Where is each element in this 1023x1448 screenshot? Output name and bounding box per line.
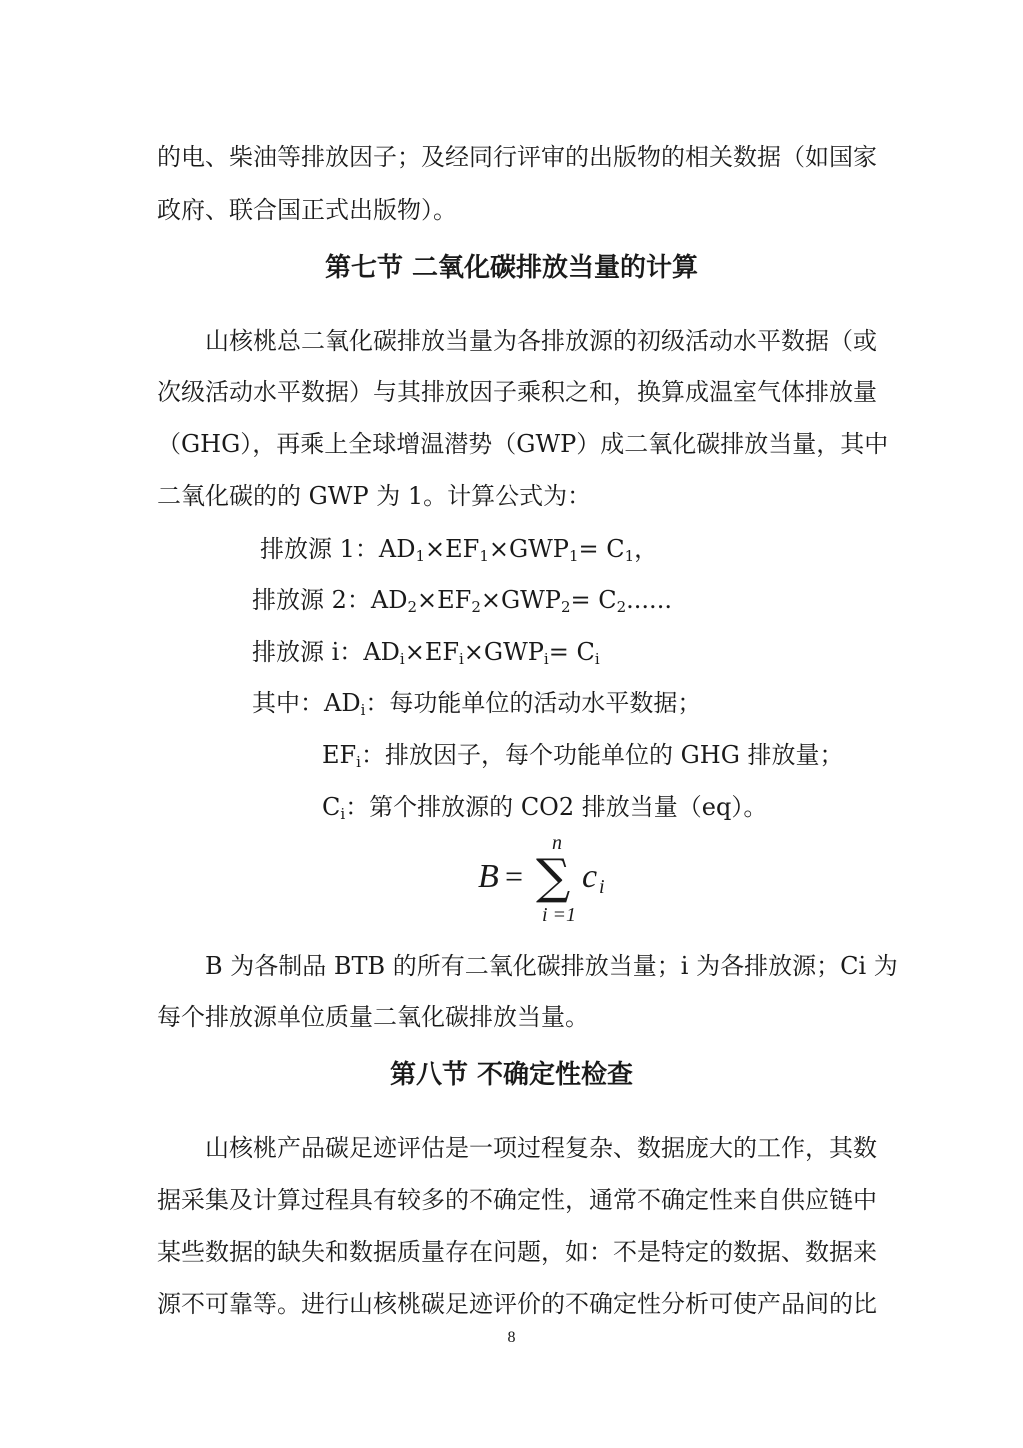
section-7-para2-line-1: B 为各制品 BTB 的所有二氧化碳排放当量；i 为各排放源；Ci 为: [205, 952, 898, 980]
formula-term: c: [582, 858, 598, 895]
intro-line-1: 的电、柴油等排放因子；及经同行评审的出版物的相关数据（如国家: [157, 143, 877, 171]
summation-formula: [470, 835, 630, 930]
section-8-para1-line-4: 源不可靠等。进行山核桃碳足迹评价的不确定性分析可使产品间的比: [157, 1290, 877, 1318]
formula-sigma: ∑: [536, 849, 571, 905]
section-7-para1-line-3: （GHG），再乘上全球增温潜势（GWP）成二氧化碳排放当量，其中: [157, 430, 889, 458]
definition-c: $C_i$：第个排放源的 CO2 排放当量（eq）。: [322, 793, 768, 823]
equation-source-2: 排放源 2：$AD_2\times EF_2\times GWP_2= C_2$......: [252, 586, 672, 616]
page-number: 8: [507, 1329, 516, 1346]
section-7-para1-line-2: 次级活动水平数据）与其排放因子乘积之和，换算成温室气体排放量: [157, 378, 877, 406]
formula-lower-limit: i =1: [542, 904, 577, 926]
formula-term-subscript: i: [599, 876, 605, 898]
formula-lhs: B: [478, 858, 499, 895]
equation-source-i: 排放源 i：$AD_i\times EF_i\times GWP_i= C_i$: [252, 638, 600, 668]
section-8-heading: 第八节 不确定性检查: [389, 1060, 634, 1090]
formula-equals: =: [505, 858, 524, 894]
section-7-para2-line-2: 每个排放源单位质量二氧化碳排放当量。: [157, 1003, 589, 1031]
section-7-para1-line-4: 二氧化碳的的 GWP 为 1。计算公式为：: [157, 482, 592, 510]
section-7-heading: 第七节 二氧化碳排放当量的计算: [324, 253, 699, 283]
section-7-para1-line-1: 山核桃总二氧化碳排放当量为各排放源的初级活动水平数据（或: [205, 327, 877, 355]
equation-source-1: 排放源 1：$AD_1\times EF_1\times GWP_1= C_1$，: [260, 535, 659, 565]
section-8-para1-line-3: 某些数据的缺失和数据质量存在问题，如：不是特定的数据、数据来: [157, 1238, 877, 1266]
section-8-para1-line-2: 据采集及计算过程具有较多的不确定性，通常不确定性来自供应链中: [157, 1186, 877, 1214]
section-8-para1-line-1: 山核桃产品碳足迹评估是一项过程复杂、数据庞大的工作，其数: [205, 1134, 877, 1162]
definition-ef: $EF_i$：排放因子，每个功能单位的 GHG 排放量；: [322, 741, 844, 771]
intro-line-2: 政府、联合国正式出版物）。: [157, 196, 457, 224]
formula-upper-limit: n: [552, 835, 562, 854]
definition-ad: 其中：$AD_i$：每功能单位的活动水平数据；: [252, 689, 702, 719]
